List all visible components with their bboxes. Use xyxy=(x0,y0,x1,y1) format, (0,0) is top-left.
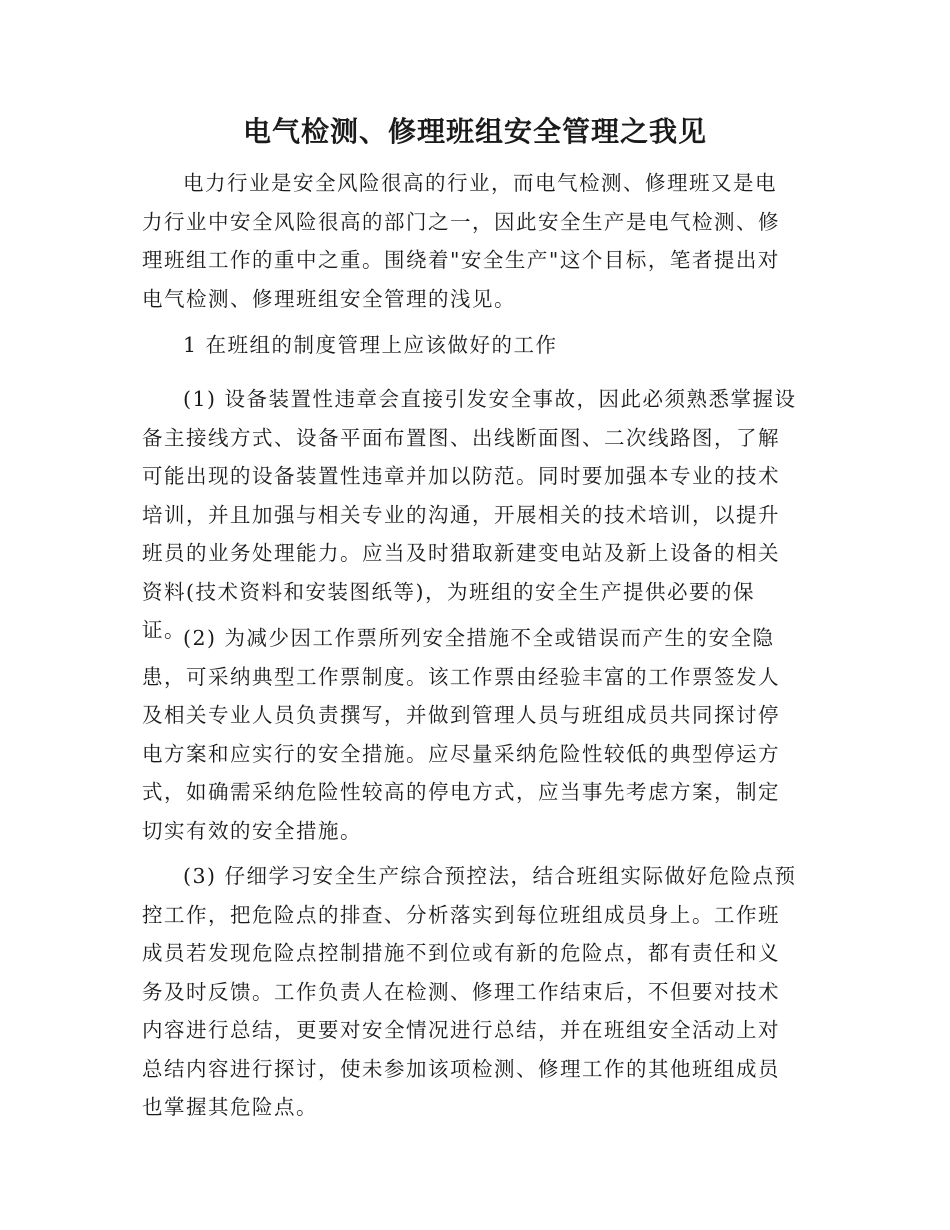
document-title: 电气检测、修理班组安全管理之我见 xyxy=(242,115,707,148)
intro-paragraph: 电力行业是安全风险很高的行业，而电气检测、修理班又是电力行业中安全风险很高的部门之一，因此安全生产是电气检测、修理班组工作的重中之重。围绕着"安全生产"这个目标，笔者提出对电气检测、修理班组安全管理的浅见。 xyxy=(142,171,780,311)
section-heading: 1 在班组的制度管理上应该做好的工作 xyxy=(183,333,558,357)
paragraph-item-2: (2) 为减少因工作票所列安全措施不全或错误而产生的安全隐患，可采纳典型工作票制度。该工作票由经验丰富的工作票签发人及相关专业人员负责撰写，并做到管理人员与班组成员共同探讨停电方案和应实行的安全措施。应尽量采纳危险性较低的典型停运方式，如确需采纳危险性较高的停电方式，应当事先考虑方案，制定切实有效的安全措施。 xyxy=(142,626,780,843)
paragraph-item-3: (3) 仔细学习安全生产综合预控法，结合班组实际做好危险点预控工作，把危险点的排查、分析落实到每位班组成员身上。工作班成员若发现危险点控制措施不到位或有新的危险点，都有责任和义务及时反馈。工作负责人在检测、修理工作结束后，不但要对技术内容进行总结，更要对安全情况进行总结，并在班组安全活动上对总结内容进行探讨，使未参加该项检测、修理工作的其他班组成员也掌握其危险点。 xyxy=(142,864,797,1119)
paragraph-item-1: (1) 设备装置性违章会直接引发安全事故，因此必须熟悉掌握设备主接线方式、设备平面布置图、出线断面图、二次线路图，了解可能出现的设备装置性违章并加以防范。同时要加强本专业的技术培训，并且加强与相关专业的沟通，开展相关的技术培训，以提升班员的业务处理能力。应当及时猎取新建变电站及新上设备的相关资料(技术资料和安装图纸等)，为班组的安全生产提供必要的保证。 xyxy=(142,387,797,642)
